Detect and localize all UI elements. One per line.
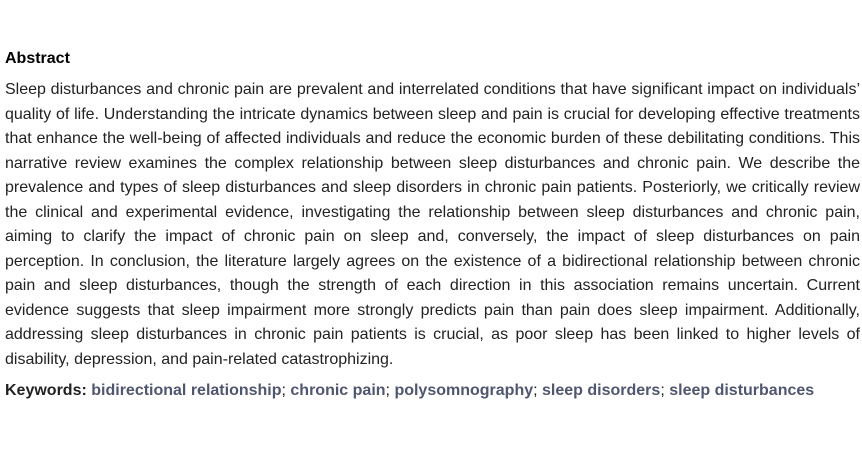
- keyword-separator: ;: [533, 382, 538, 399]
- keyword-link-sleep-disorders[interactable]: sleep disorders: [542, 382, 661, 399]
- keyword-separator: ;: [385, 382, 390, 399]
- abstract-body: Sleep disturbances and chronic pain are prevalent and interrelated conditions that have significant impact on individuals’ quality of life. Understanding the intricate dynamics between sleep and pain is crucial for developing effective treatments that enhance the well-being of affected individuals and reduce the economic burden of these debilitating conditions. This narrative review examines the complex relationship between sleep disturbances and chronic pain. We describe the prevalence and types of sleep disturbances and sleep disorders in chronic pain patients. Posteriorly, we critically review the clinical and experimental evidence, investigating the relationship between sleep disturbances and chronic pain, aiming to clarify the impact of chronic pain on sleep and, conversely, the impact of sleep disturbances on pain perception. In conclusion, the literature largely agrees on the existence of a bidirectional relationship between chronic pain and sleep disturbances, though the strength of each direction in this association remains uncertain. Current evidence suggests that sleep impairment more strongly predicts pain than pain does sleep impairment. Additionally, addressing sleep disturbances in chronic pain patients is crucial, as poor sleep has been linked to higher levels of disability, depression, and pain-related catastrophizing.: [5, 81, 860, 368]
- keyword-link-polysomnography[interactable]: polysomnography: [394, 382, 534, 399]
- keywords-line: [5, 380, 860, 402]
- keywords-label: Keywords:: [5, 382, 87, 399]
- abstract-section: [5, 49, 860, 402]
- keyword-link-chronic-pain[interactable]: chronic pain: [290, 382, 386, 399]
- keyword-separator: ;: [660, 382, 665, 399]
- keyword-link-bidirectional-relationship[interactable]: bidirectional relationship: [91, 382, 282, 399]
- keyword-separator: ;: [281, 382, 286, 399]
- abstract-heading: Abstract: [5, 50, 70, 67]
- keyword-link-sleep-disturbances[interactable]: sleep disturbances: [669, 382, 815, 399]
